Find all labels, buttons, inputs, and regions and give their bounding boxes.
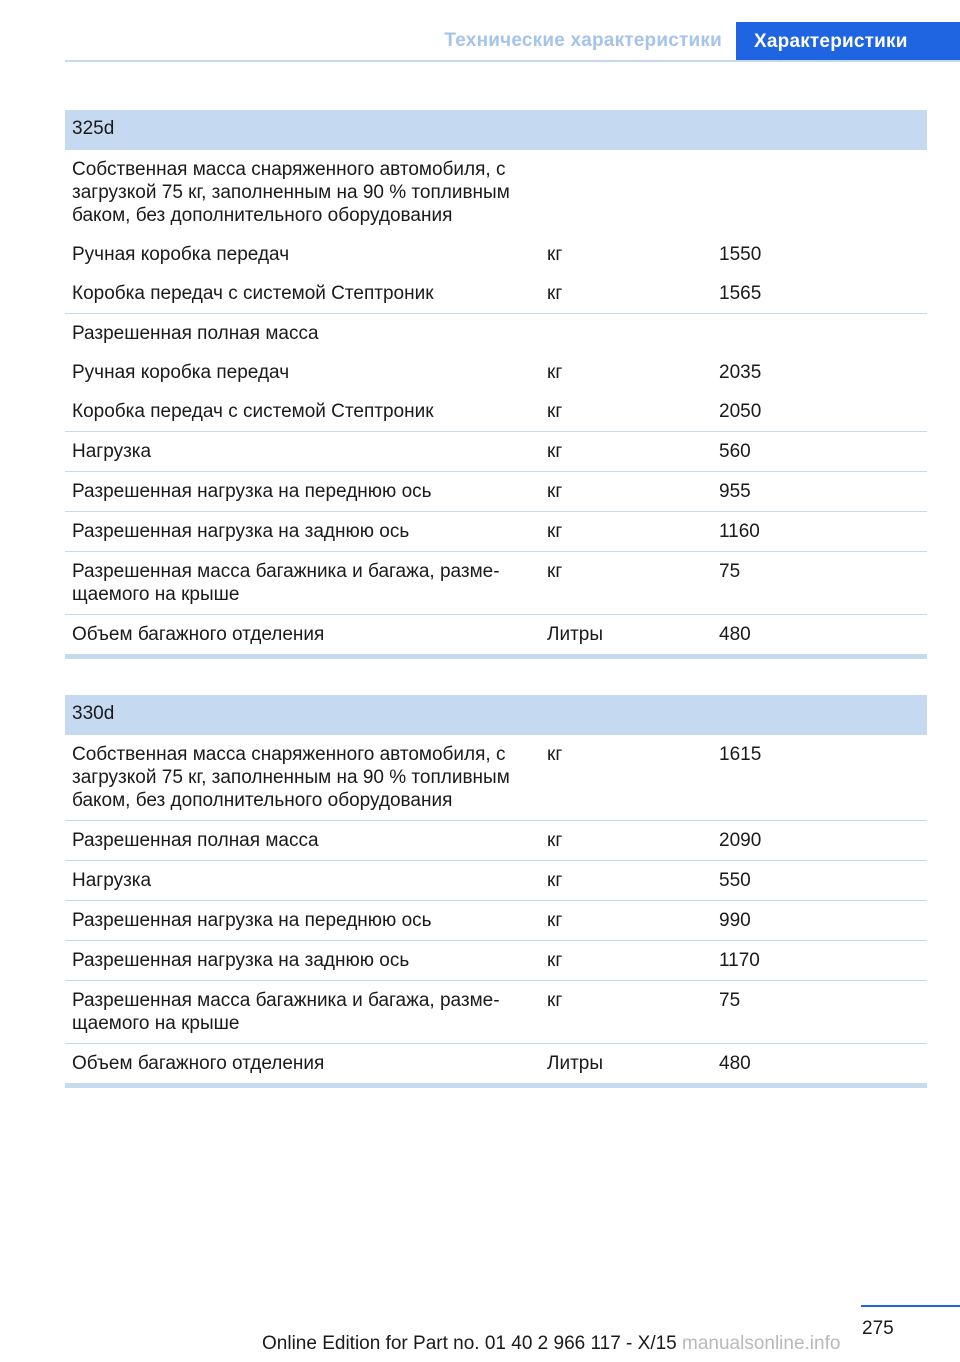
row-label: Объем багажного отделения: [65, 1044, 540, 1086]
row-label: Собственная масса снаряженного автомобиля, с загрузкой 75 кг, заполненным на 90 % топливным баком, без дополнительного оборудования: [72, 159, 510, 226]
row-unit: [540, 314, 712, 354]
page-header: [0, 0, 960, 62]
row-value: 550: [712, 861, 927, 901]
row-unit: кг: [540, 432, 712, 472]
row-label: Разрешенная нагрузка на переднюю ось: [65, 472, 540, 512]
row-value: 2050: [712, 392, 927, 432]
row-label: Ручная коробка передач: [72, 244, 290, 265]
row-unit: кг: [540, 472, 712, 512]
row-value: 990: [712, 901, 927, 941]
row-unit: кг: [547, 362, 563, 383]
row-value: 75: [712, 552, 927, 615]
row-value: 1170: [712, 941, 927, 981]
row-value: 2090: [712, 821, 927, 861]
row-value: 75: [712, 981, 927, 1044]
row-unit: Литры: [540, 615, 712, 657]
table-model-heading: 330d: [65, 695, 927, 735]
footer-divider: [861, 1305, 960, 1307]
row-value: [712, 150, 927, 235]
row-unit: кг: [540, 861, 712, 901]
row-label: Разрешенная нагрузка на переднюю ось: [65, 901, 540, 941]
row-label: Ручная коробка передач: [72, 362, 290, 383]
row-value: 480: [712, 1044, 927, 1086]
row-label: Разрешенная нагрузка на заднюю ось: [65, 941, 540, 981]
row-value: 1615: [712, 735, 927, 821]
table-model-heading: 325d: [65, 110, 927, 150]
row-value: 2035: [719, 362, 762, 383]
row-unit: кг: [540, 512, 712, 552]
row-unit: кг: [547, 244, 563, 265]
row-value: 480: [712, 615, 927, 657]
row-label: Коробка передач с системой Стептроник: [65, 274, 540, 314]
row-unit: кг: [540, 821, 712, 861]
row-label: Собственная масса снаряженного автомобиля, с загрузкой 75 кг, заполненным на 90 % топливным баком, без дополнительного оборудования: [65, 735, 540, 821]
header-divider: [65, 60, 960, 62]
row-label: Разрешенная полная масса: [72, 323, 319, 344]
row-value: 1550: [719, 244, 762, 265]
row-value: 560: [712, 432, 927, 472]
row-label: Нагрузка: [65, 432, 540, 472]
row-label: Разрешенная полная масса: [65, 821, 540, 861]
tab-characteristics[interactable]: Характеристики: [736, 22, 960, 62]
section-title[interactable]: Технические характеристики: [444, 30, 722, 51]
row-unit: кг: [540, 901, 712, 941]
watermark: manualsonline.info: [682, 1333, 841, 1354]
row-unit: кг: [540, 941, 712, 981]
row-label: Коробка передач с системой Стептроник: [65, 392, 540, 432]
row-unit: Литры: [540, 1044, 712, 1086]
row-unit: [540, 150, 712, 235]
row-label: Объем багажного отделения: [65, 615, 540, 657]
row-label: Нагрузка: [65, 861, 540, 901]
row-value: [712, 314, 927, 354]
row-unit: кг: [540, 981, 712, 1044]
row-unit: кг: [540, 552, 712, 615]
row-value: 1565: [712, 274, 927, 314]
edition-line: Online Edition for Part no. 01 40 2 966 117 - X/15: [262, 1333, 677, 1354]
spec-table-330d: [65, 695, 927, 1088]
row-label: Разрешенная нагрузка на заднюю ось: [65, 512, 540, 552]
spec-table-325d: [65, 110, 927, 659]
row-value: 1160: [712, 512, 927, 552]
page-number: 275: [862, 1318, 894, 1339]
row-unit: кг: [540, 274, 712, 314]
row-unit: кг: [540, 735, 712, 821]
row-value: 955: [712, 472, 927, 512]
row-unit: кг: [540, 392, 712, 432]
row-label: Разрешенная масса багажника и багажа, разме-щаемого на крыше: [65, 552, 540, 615]
row-label: Разрешенная масса багажника и багажа, разме-щаемого на крыше: [65, 981, 540, 1044]
